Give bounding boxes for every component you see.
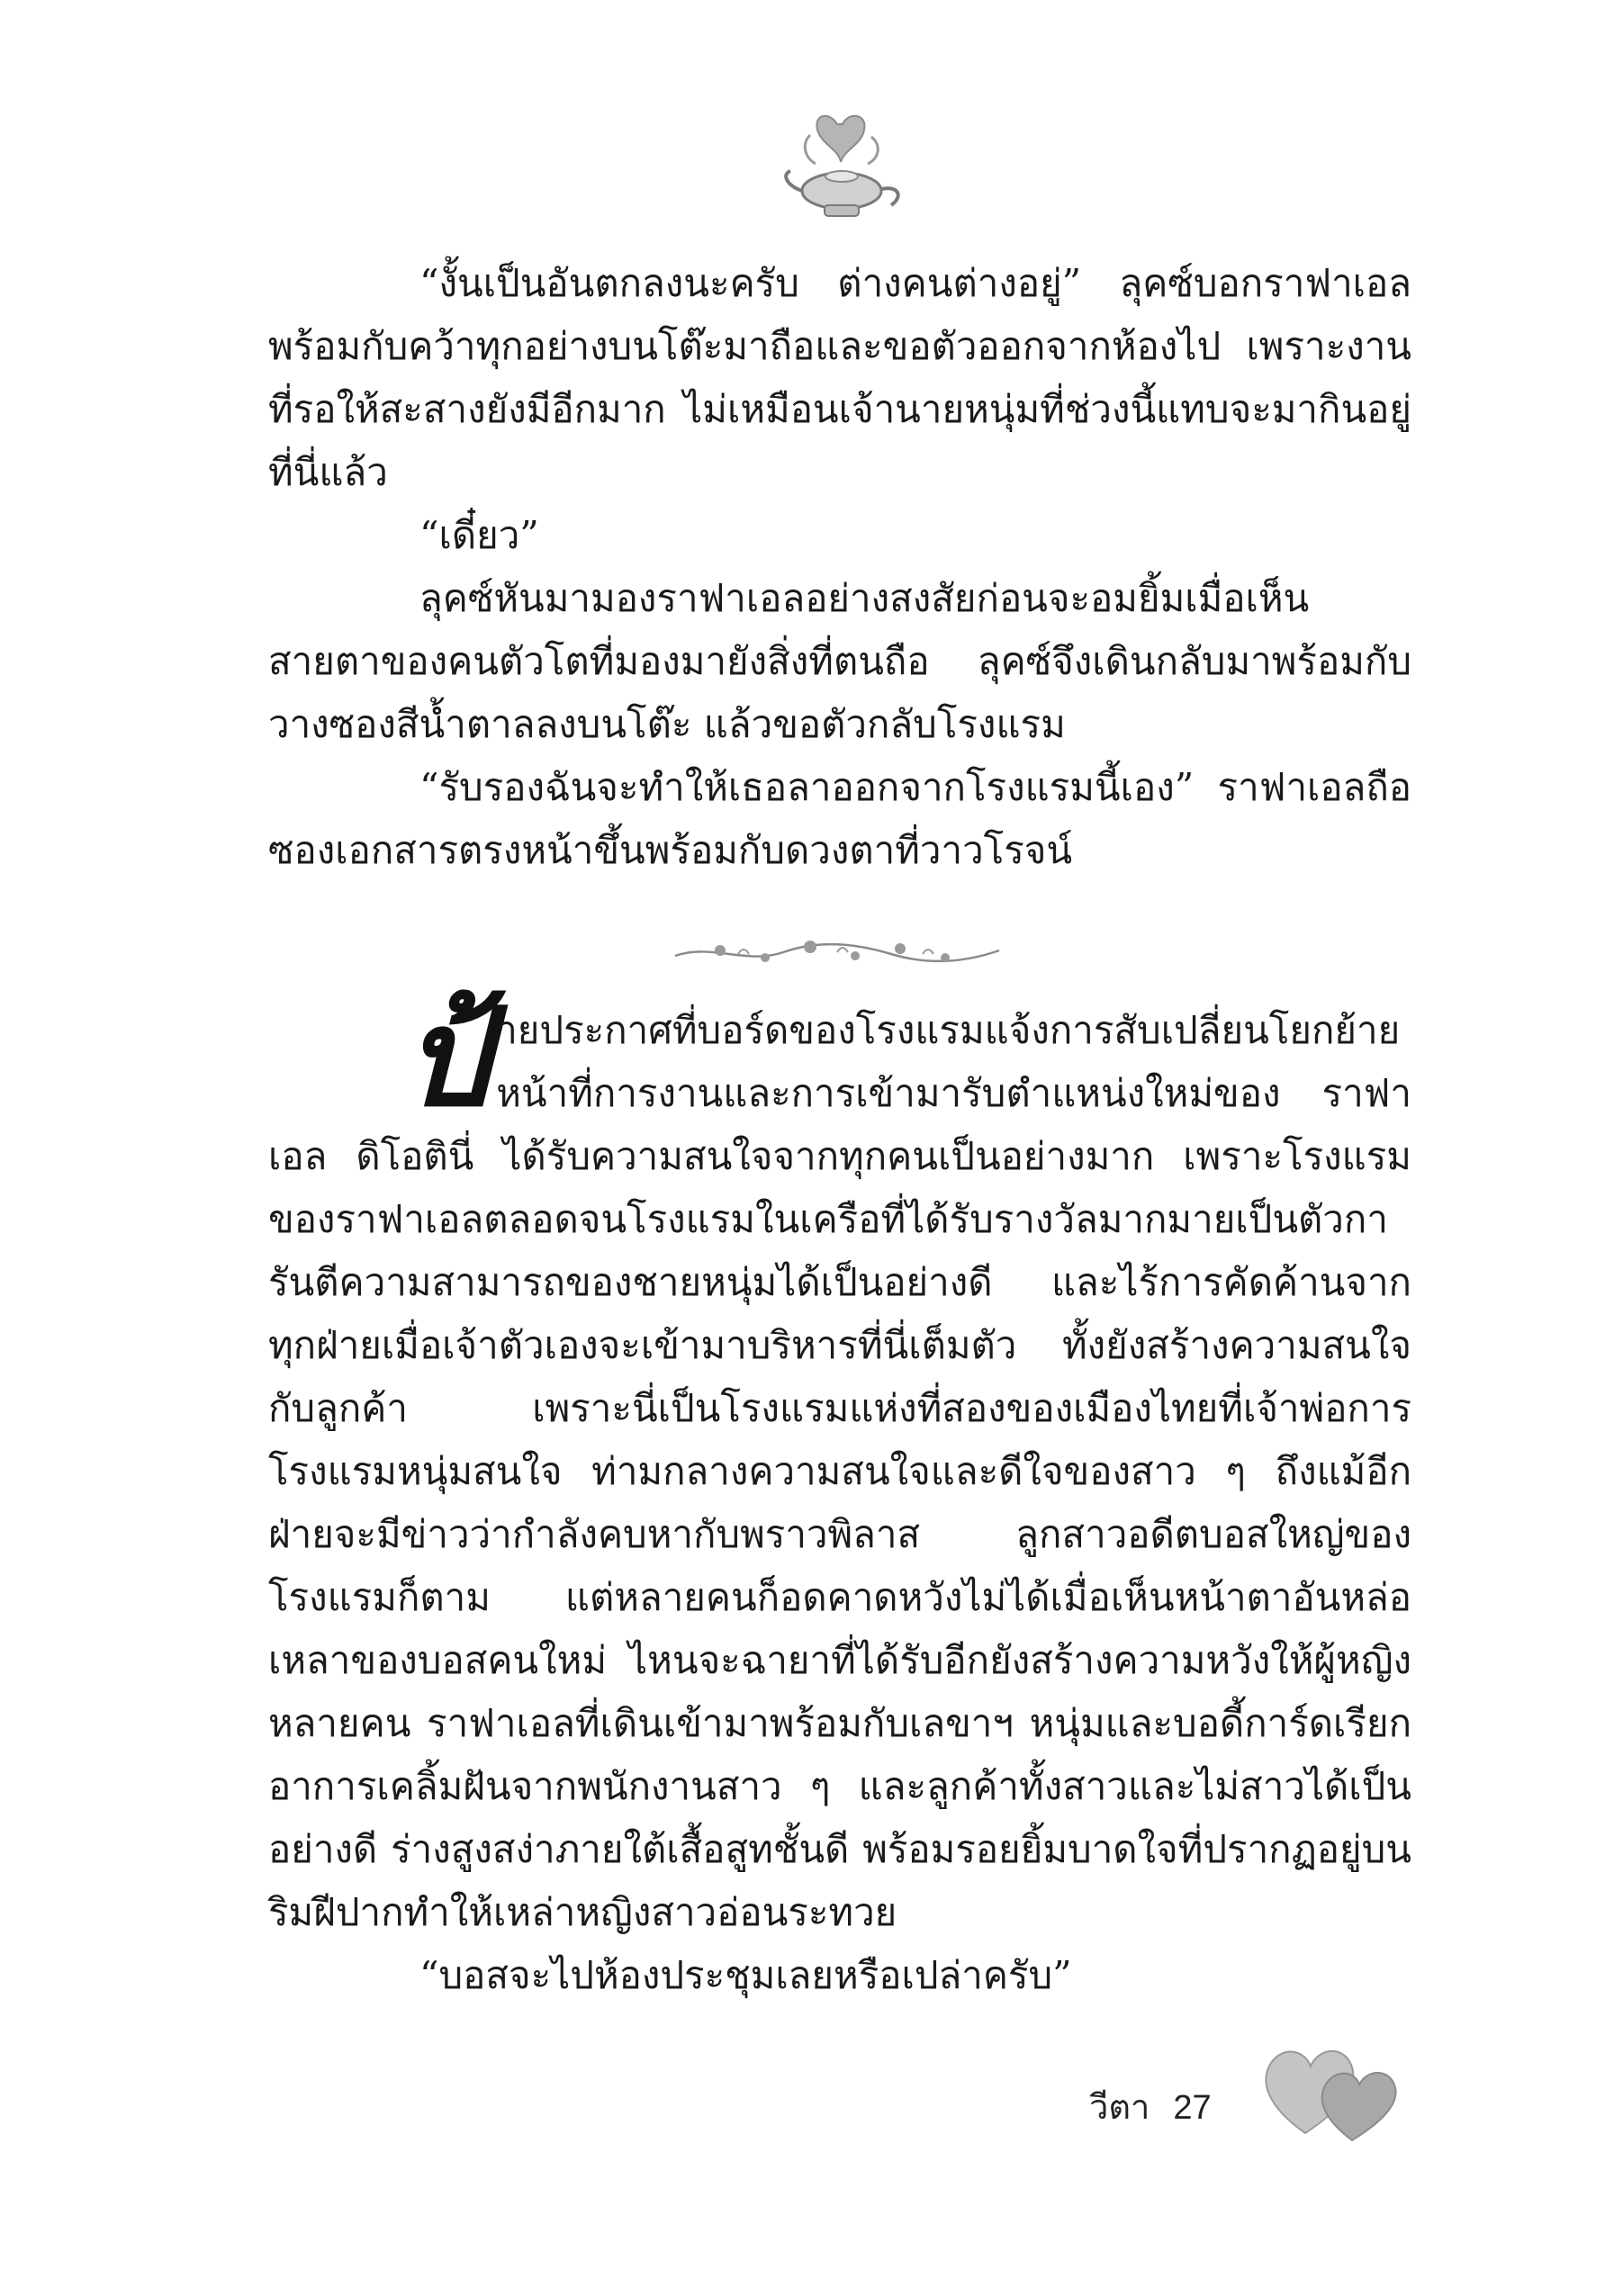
- section-one: [268, 252, 1411, 882]
- page-footer: [1089, 2079, 1212, 2134]
- floral-vine-divider-icon: [666, 936, 1008, 968]
- dropcap-paragraph: [268, 978, 1411, 1944]
- paragraph: “บอสจะไปห้องประชุมเลยหรือเปล่าครับ”: [419, 1953, 1072, 1997]
- section-two: [268, 978, 1411, 2007]
- paragraph: “เดี๋ยว”: [419, 513, 539, 557]
- paragraph-text: ายประกาศที่บอร์ดของโรงแรมแจ้งการสับเปลี่ยนโยกย้ายหน้าที่การงานและการเข้ามารับตำแหน่งใหม่ของ ราฟาเอล ดิโอตินี่ ได้รับความสนใจจากทุกคนเป็นอย่างมาก เพราะโรงแรมของราฟาเอลตลอดจนโรงแรมในเครือที่ได้รับรางวัลมากมายเป็นตัวการันตีความสามารถของชายหนุ่มได้เป็นอย่างดี และไร้การคัดค้านจากทุกฝ่ายเมื่อเจ้าตัวเองจะเข้ามาบริหารที่นี่เต็มตัว ทั้งยังสร้างความสนใจกับลูกค้า เพราะนี่เป็นโรงแรมแห่งที่สองของเมืองไทยที่เจ้าพ่อการโรงแรมหนุ่มสนใจ ท่ามกลางความสนใจและดีใจของสาว ๆ ถึงแม้อีกฝ่ายจะมีข่าวว่ากำลังคบหากับพราวพิลาส ลูกสาวอดีตบอสใหญ่ของโรงแรมก็ตาม แต่หลายคนก็อดคาดหวังไม่ได้เมื่อเห็นหน้าตาอันหล่อเหลาของบอสคนใหม่ ไหนจะฉายาที่ได้รับอีกยังสร้างความหวังให้ผู้หญิงหลายคน ราฟาเอลที่เดินเข้ามาพร้อมกับเลขาฯ หนุ่มและบอดี้การ์ดเรียกอาการเคลิ้มฝันจากพนักงานสาว ๆ และลูกค้าทั้งสาวและไม่สาวได้เป็นอย่างดี ร่างสูงสง่าภายใต้เสื้อสูทชั้นดี พร้อมรอยยิ้มบาดใจที่ปรากฏอยู่บนริมฝีปากทำให้เหล่าหญิงสาวอ่อนระทวย: [268, 1008, 1411, 1934]
- paragraph: ลุคซ์หันมามองราฟาเอลอย่างสงสัยก่อนจะอมยิ้มเมื่อเห็นสายตาของคนตัวโตที่มองมายังสิ่งที่ตนถือ ลุคซ์จึงเดินกลับมาพร้อมกับวางซองสีน้ำตาลลงบนโต๊ะ แล้วขอตัวกลับโรงแรม: [268, 576, 1411, 746]
- teapot-with-heart-icon: [774, 108, 909, 234]
- page-number: 27: [1173, 2089, 1212, 2127]
- drop-cap: ป้: [403, 978, 490, 1137]
- paragraph: “รับรองฉันจะทำให้เธอลาออกจากโรงแรมนี้เอง” ราฟาเอลถือซองเอกสารตรงหน้าขึ้นพร้อมกับดวงตาที่วาวโรจน์: [268, 765, 1411, 872]
- author-name: วีตา: [1089, 2089, 1150, 2127]
- two-hearts-icon: [1251, 2025, 1413, 2151]
- paragraph: “งั้นเป็นอันตกลงนะครับ ต่างคนต่างอยู่” ลุคซ์บอกราฟาเอล พร้อมกับคว้าทุกอย่างบนโต๊ะมาถือและขอตัวออกจากห้องไป เพราะงานที่รอให้สะสางยังมีอีกมาก ไม่เหมือนเจ้านายหนุ่มที่ช่วงนี้แทบจะมากินอยู่ที่นี่แล้ว: [268, 261, 1411, 494]
